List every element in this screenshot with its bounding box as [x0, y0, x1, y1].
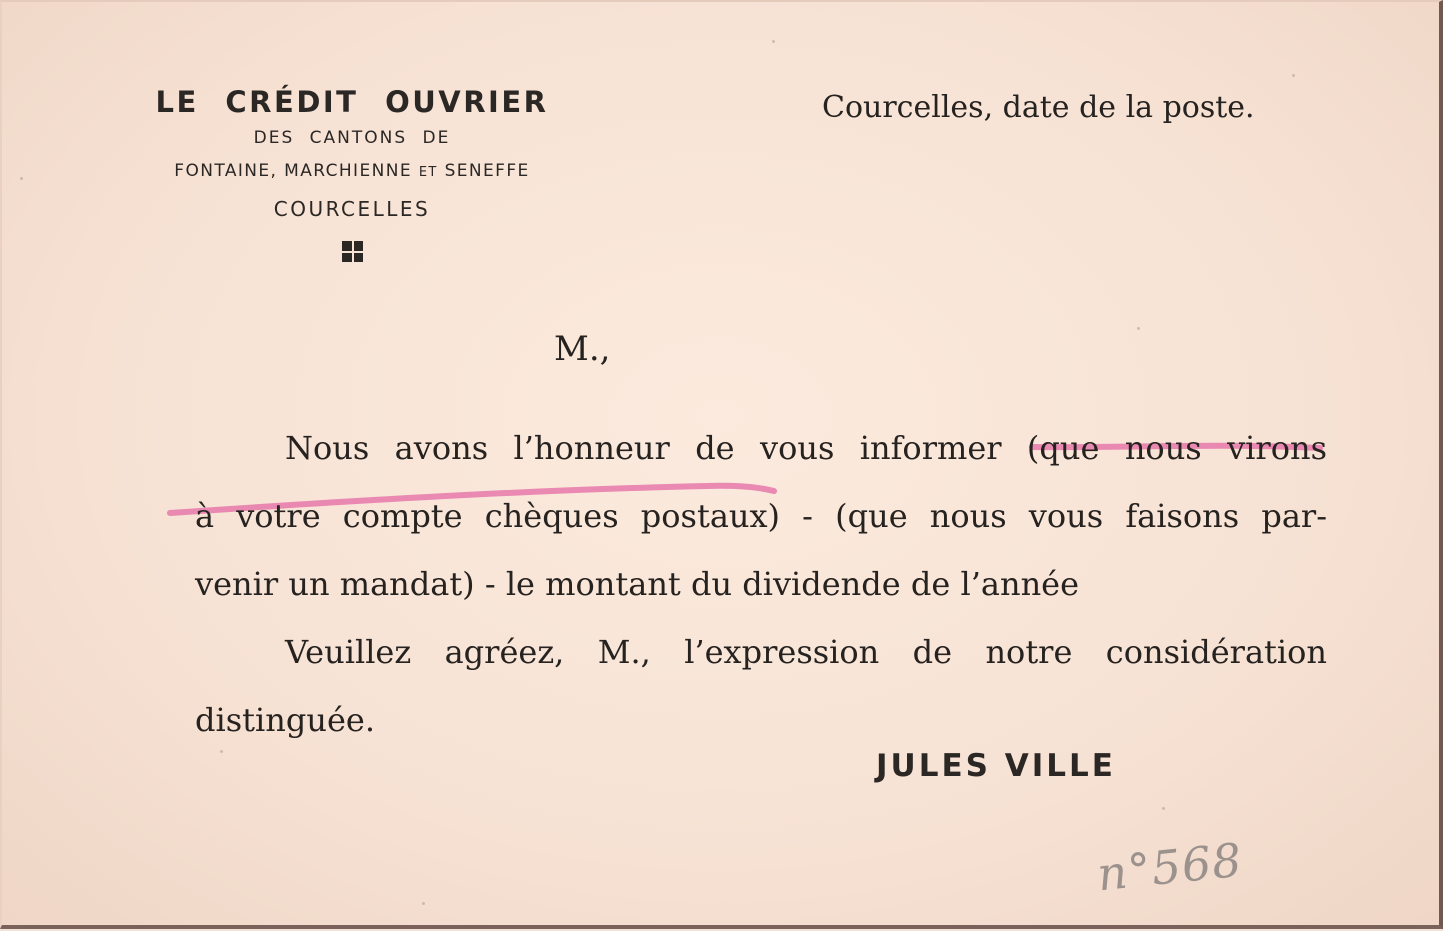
- paper-speck: [772, 40, 775, 43]
- organization-city: COURCELLES: [273, 197, 431, 221]
- salutation: M.,: [554, 329, 611, 369]
- body-line: Veuillez agréez, M., l’expression de notre considération: [285, 633, 1327, 671]
- paper-speck: [422, 902, 425, 905]
- body-line: Nous avons l’honneur de vous informer (que nous virons: [285, 429, 1327, 467]
- paper-speck: [1137, 327, 1140, 330]
- organization-cantons: [94, 159, 610, 185]
- organization-subtitle: DES CANTONS DE: [253, 128, 451, 148]
- letter-body: [195, 414, 1327, 754]
- body-line: distinguée.: [195, 701, 375, 739]
- sender-letterhead: [94, 84, 610, 222]
- organization-name: LE CRÉDIT OUVRIER: [155, 85, 549, 119]
- paper-speck: [1292, 74, 1295, 77]
- cantons-part-a: FONTAINE, MARCHIENNE: [174, 161, 412, 181]
- body-line: à votre compte chèques postaux) - (que nous vous faisons par-: [195, 497, 1327, 535]
- paper-speck: [20, 177, 23, 180]
- cantons-part-b: SENEFFE: [444, 161, 530, 181]
- cantons-conjunction: ET: [418, 165, 438, 180]
- signature: JULES VILLE: [876, 748, 1116, 784]
- paper-speck: [1162, 807, 1165, 810]
- square-ornament-icon: [342, 241, 363, 262]
- pencil-annotation: n°568: [1094, 832, 1245, 902]
- body-line: venir un mandat) - le montant du dividende de l’année: [195, 565, 1080, 603]
- place-date: Courcelles, date de la poste.: [822, 90, 1255, 125]
